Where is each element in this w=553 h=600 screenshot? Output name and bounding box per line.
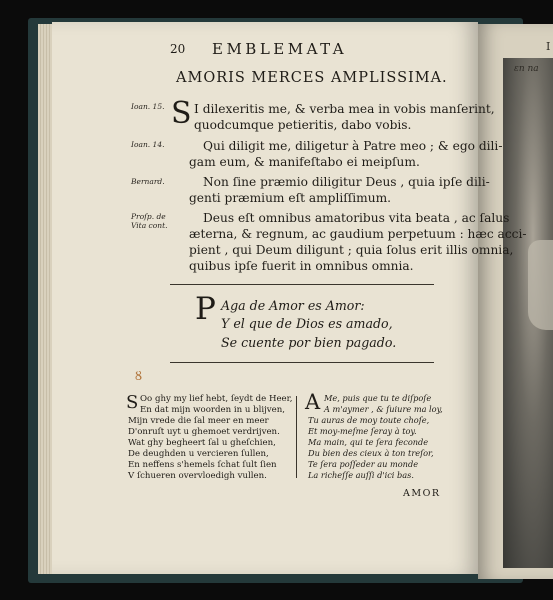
poem-line: En dat mijn woorden in u blijven, (140, 405, 285, 415)
poem-line: De deughden u vercieren ſullen, (128, 449, 269, 459)
verse-line: Aga de Amor es Amor: (221, 298, 365, 313)
text-line: pient , qui Deum diligunt ; quia ſolus erit illis omnia, (189, 243, 514, 257)
poem-line: Te ſera poſſeder au monde (308, 459, 419, 469)
poem-line: Ma main, qui te ſera feconde (308, 437, 429, 447)
text-line: Deus eſt omnibus amatoribus vita beata , ac ſalus (203, 211, 510, 225)
poem-line: La richeſſe auſſi d'ici bas. (308, 470, 414, 480)
margin-reference: Bernard. (131, 177, 165, 186)
margin-reference: Proſp. de (131, 212, 166, 221)
poem-line: Tu auras de moy toute choſe, (308, 415, 430, 425)
poem-line: V ſchueren overvloedigh vullen. (128, 471, 267, 481)
page-number: 20 (170, 42, 186, 56)
verse-line: Se cuente por bien pagado. (221, 335, 397, 350)
drop-cap: A (305, 390, 321, 414)
drop-cap: P (195, 291, 216, 327)
poem-line: Et moy-meſme ſeray à toy. (308, 426, 417, 436)
drop-cap: S (126, 392, 139, 413)
poem-line: Wat ghy begheert ſal u gheſchien, (128, 438, 276, 448)
poem-line: Du bien des cieux à ton treſor, (308, 448, 434, 458)
poem-line: Oo ghy my lief hebt, ſeydt de Heer, (140, 394, 293, 404)
ink-stain: Ȣ (135, 369, 142, 383)
poem-line: D'onruſt uyt u ghemoet verdrijven. (128, 427, 280, 437)
text-line: gam eum, & manifeſtabo ei meipſum. (189, 155, 420, 169)
running-head: EMBLEMATA (212, 40, 348, 58)
text-line: quodcumque petieritis, dabo vobis. (194, 118, 412, 132)
facing-page-letter: I (546, 40, 551, 53)
drop-cap: S (171, 96, 192, 131)
margin-reference: Vita cont. (131, 221, 168, 230)
divider-rule (170, 362, 434, 363)
text-line: Non ſine præmio diligitur Deus , quia ipſe dili- (203, 175, 490, 189)
poem-line: En neffens s'hemels ſchat ſult ſien (128, 460, 277, 470)
poem-line: Mijn vrede die ſal meer en meer (128, 416, 269, 426)
catchword: AMOR (403, 488, 441, 499)
text-line: I dilexeritis me, & verba mea in vobis manſerint, (194, 102, 495, 116)
engraving-figure (528, 240, 553, 330)
text-line: Qui diligit me, diligetur à Patre meo ; & ego dili- (203, 139, 503, 153)
verse-line: Y el que de Dios es amado, (221, 316, 393, 331)
section-title: AMORIS MERCES AMPLISSIMA. (176, 70, 448, 86)
text-line: genti præmium eſt ampliſſimum. (189, 191, 392, 205)
poem-line: A m'aymer , & ſuiure ma loy, (324, 404, 443, 414)
facing-page-caption: ɛn na (514, 64, 539, 74)
margin-reference: Ioan. 15. (131, 102, 165, 111)
text-line: æterna, & regnum, ac gaudium perpetuum : hæc acci- (189, 227, 527, 241)
column-divider (296, 396, 297, 478)
text-line: quibus ipſe fuerit in omnibus omnia. (189, 259, 414, 273)
divider-rule (170, 284, 434, 285)
margin-reference: Ioan. 14. (131, 140, 165, 149)
poem-line: Me, puis que tu te diſpoſe (324, 393, 432, 403)
